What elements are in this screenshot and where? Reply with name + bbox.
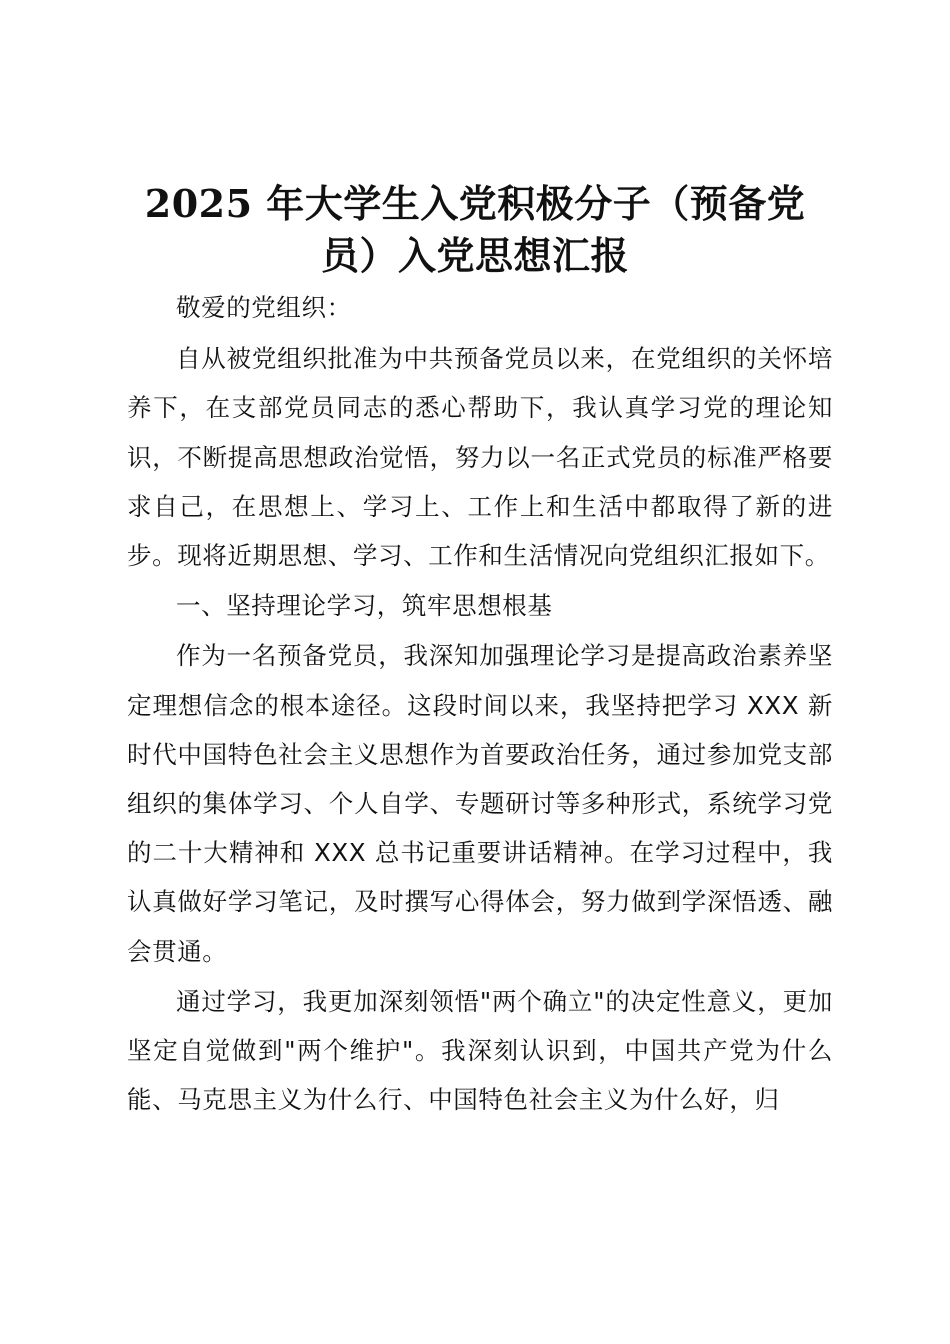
paragraph-intro: 自从被党组织批准为中共预备党员以来，在党组织的关怀培养下，在支部党员同志的悉心帮助下，我认真学习党的理论知识，不断提高思想政治觉悟，努力以一名正式党员的标准严格要求自己，在思想上、学习上、工作上和生活中都取得了新的进步。现将近期思想、学习、工作和生活情况向党组织汇报如下。 <box>127 344 833 571</box>
title-line-2: 员）入党思想汇报 <box>320 233 629 278</box>
paragraph-understanding: 通过学习，我更加深刻领悟"两个确立"的决定性意义，更加坚定自觉做到"两个维护"。我深刻认识到，中国共产党为什么能、马克思主义为什么行、中国特色社会主义为什么好，归 <box>127 986 833 1115</box>
section-heading-1: 一、坚持理论学习，筑牢思想根基 <box>176 591 553 621</box>
paragraph-study: 作为一名预备党员，我深知加强理论学习是提高政治素养坚定理想信念的根本途径。这段时间以来，我坚持把学习 XXX 新时代中国特色社会主义思想作为首要政治任务，通过参加党支部组织的集体学习、个人自学、专题研讨等多种形式，系统学习党的二十大精神和 XXX 总书记重要讲话精神。在学习过程中，我认真做好学习笔记，及时撰写心得体会，努力做到学深悟透、融会贯通。 <box>127 641 833 966</box>
document-body <box>127 283 833 1124</box>
salutation: 敬爱的党组织： <box>176 293 352 322</box>
title-line-1: 2025 年大学生入党积极分子（预备党 <box>144 181 806 226</box>
document-title <box>110 178 840 282</box>
